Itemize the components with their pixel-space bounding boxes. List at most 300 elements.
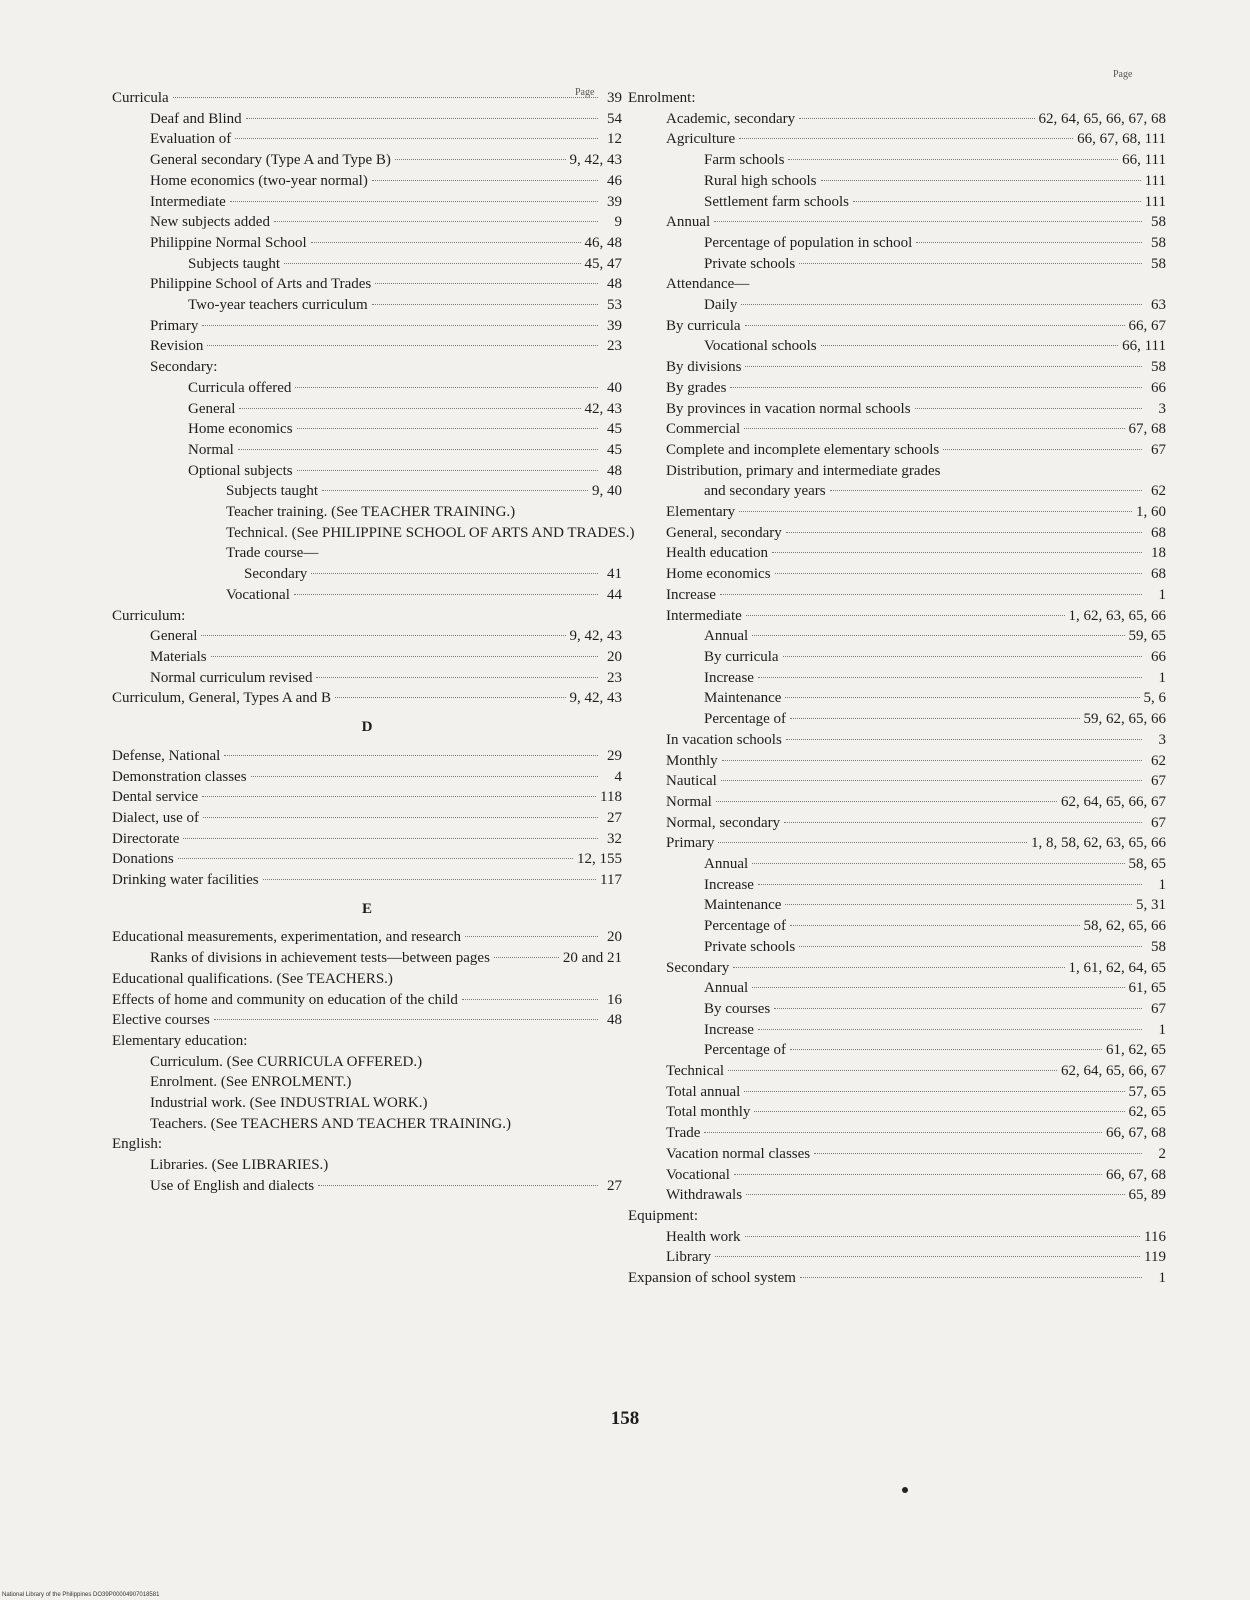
dot-leader	[372, 304, 598, 305]
index-entry-pages: 5, 31	[1136, 897, 1166, 914]
dot-leader	[201, 635, 565, 636]
index-entry-pages: 66, 67, 68, 111	[1077, 131, 1166, 148]
index-entry-pages: 62, 65	[1128, 1104, 1166, 1121]
index-entry	[112, 1134, 622, 1155]
index-entry-pages: 66, 67, 68	[1106, 1166, 1166, 1183]
index-entry-pages: 57, 65	[1128, 1083, 1166, 1100]
dot-leader	[746, 615, 1065, 616]
index-entry	[628, 502, 1166, 523]
index-entry-term: Percentage of	[704, 711, 787, 728]
index-entry	[628, 1040, 1166, 1061]
index-entry	[628, 109, 1166, 130]
index-entry-term: Home economics	[188, 421, 293, 438]
index-entry-term: Enrolment:	[628, 90, 696, 106]
index-entry-pages: 27	[607, 809, 622, 826]
index-entry	[628, 730, 1166, 751]
index-entry-pages: 119	[1144, 1249, 1166, 1266]
index-entry-term: Industrial work. (See INDUSTRIAL WORK.)	[150, 1095, 428, 1112]
index-entry-term: Curricula	[112, 90, 169, 106]
dot-leader	[800, 1277, 1142, 1278]
index-entry-pages: 66, 67, 68	[1106, 1125, 1166, 1142]
index-entry-term: New subjects added	[150, 214, 270, 231]
index-entry-pages: 54	[607, 110, 622, 127]
index-entry	[628, 813, 1166, 834]
index-entry-pages: 111	[1144, 172, 1166, 189]
index-entry-term: By divisions	[666, 359, 742, 376]
dot-leader	[786, 532, 1142, 533]
dot-leader	[785, 904, 1132, 905]
index-entry-pages: 111	[1144, 193, 1166, 210]
index-entry-pages: 48	[607, 462, 622, 479]
index-entry-pages: 62	[1151, 752, 1166, 769]
index-entry-term: Trade course—	[226, 545, 319, 562]
dot-leader	[375, 283, 598, 284]
index-entry	[112, 543, 622, 564]
index-entry-pages: 48	[607, 1012, 622, 1029]
dot-leader	[799, 118, 1034, 119]
index-entry-pages: 65, 89	[1128, 1187, 1166, 1204]
index-entry-term: Dental service	[112, 789, 199, 806]
index-entry	[112, 767, 622, 788]
index-entry-term: Intermediate	[150, 193, 226, 210]
dot-leader	[238, 449, 598, 450]
index-entry-term: Distribution, primary and intermediate grades	[666, 462, 941, 479]
index-entry-term: Agriculture	[666, 131, 736, 148]
index-entry-term: Primary	[150, 317, 199, 334]
index-entry-pages: 2	[1158, 1145, 1166, 1162]
index-entry-pages: 20	[607, 929, 622, 946]
index-entry-term: Normal	[666, 793, 712, 810]
index-entry-pages: 66	[1151, 379, 1166, 396]
index-entry-pages: 61, 62, 65	[1106, 1042, 1166, 1059]
index-entry	[628, 254, 1166, 275]
index-entry-pages: 45	[607, 421, 622, 438]
index-entry-term: Private schools	[704, 255, 796, 272]
index-entry-term: Annual	[704, 628, 749, 645]
index-entry	[112, 849, 622, 870]
dot-leader	[745, 1236, 1140, 1237]
dot-leader	[790, 925, 1079, 926]
index-entry	[112, 481, 622, 502]
dot-leader	[786, 739, 1142, 740]
index-column-right	[628, 88, 1166, 1289]
index-entry-term: Annual	[704, 980, 749, 997]
index-entry	[628, 1061, 1166, 1082]
index-entry-term: Expansion of school system	[628, 1270, 796, 1287]
index-entry	[628, 523, 1166, 544]
index-entry	[112, 688, 622, 709]
index-entry	[628, 606, 1166, 627]
index-entry-term: Nautical	[666, 773, 717, 790]
dot-leader	[316, 677, 598, 678]
dot-leader	[295, 387, 598, 388]
index-entry	[628, 958, 1166, 979]
index-entry	[112, 419, 622, 440]
index-entry-term: Percentage of	[704, 1042, 787, 1059]
index-entry-pages: 27	[607, 1177, 622, 1194]
index-entry-term: Two-year teachers curriculum	[188, 297, 368, 314]
index-entry-pages: 48	[607, 276, 622, 293]
index-entry-term: Increase	[704, 1021, 754, 1038]
index-entry-term: Private schools	[704, 938, 796, 955]
index-entry	[628, 461, 1166, 482]
index-entry	[112, 1031, 622, 1052]
index-entry	[112, 233, 622, 254]
dot-leader	[799, 946, 1142, 947]
index-entry	[112, 668, 622, 689]
index-entry	[628, 316, 1166, 337]
dot-leader	[915, 408, 1142, 409]
index-entry	[628, 419, 1166, 440]
index-entry-term: Normal, secondary	[666, 814, 781, 831]
index-entry-term: Teachers. (See TEACHERS AND TEACHER TRAINING.)	[150, 1115, 511, 1132]
index-entry	[112, 502, 622, 523]
dot-leader	[741, 304, 1142, 305]
index-entry	[112, 746, 622, 767]
index-entry-pages: 1	[1158, 669, 1166, 686]
index-entry	[628, 233, 1166, 254]
dot-leader	[758, 884, 1142, 885]
index-entry	[112, 274, 622, 295]
index-entry-pages: 18	[1151, 545, 1166, 562]
index-entry-pages: 23	[607, 669, 622, 686]
index-entry	[628, 916, 1166, 937]
dot-leader	[821, 345, 1118, 346]
index-entry-pages: 58	[1151, 234, 1166, 251]
index-entry-term: Vocational schools	[704, 338, 817, 355]
index-entry-pages: 53	[607, 297, 622, 314]
index-entry-pages: 45	[607, 441, 622, 458]
index-entry-pages: 1, 61, 62, 64, 65	[1068, 959, 1166, 976]
index-entry-term: Curricula offered	[188, 379, 292, 396]
index-entry-pages: 9, 42, 43	[569, 690, 622, 707]
index-entry	[112, 606, 622, 627]
dot-leader	[297, 470, 598, 471]
dot-leader	[297, 428, 598, 429]
section-letter: D	[361, 719, 373, 736]
index-entry-term: Library	[666, 1249, 711, 1266]
dot-leader	[462, 999, 598, 1000]
index-entry-pages: 40	[607, 379, 622, 396]
scan-footer-note: National Library of the Philippines DO39P00004907018581	[2, 1592, 160, 1598]
index-entry-pages: 20	[607, 648, 622, 665]
index-entry-term: Secondary:	[150, 359, 218, 376]
index-entry-term: Maintenance	[704, 897, 782, 914]
index-entry-pages: 67	[1151, 814, 1166, 831]
index-entry-pages: 1, 8, 58, 62, 63, 65, 66	[1031, 835, 1166, 852]
dot-leader	[322, 490, 588, 491]
section-letter: E	[361, 900, 372, 917]
page-column-header-left: Page	[575, 87, 595, 98]
dot-leader	[916, 242, 1142, 243]
index-entry-term: Deaf and Blind	[150, 110, 242, 127]
index-entry	[628, 1165, 1166, 1186]
index-entry-term: Enrolment. (See ENROLMENT.)	[150, 1074, 352, 1091]
index-entry-pages: 66, 111	[1122, 152, 1166, 169]
index-entry	[628, 150, 1166, 171]
index-entry	[628, 688, 1166, 709]
index-entry-pages: 58	[1151, 359, 1166, 376]
dot-leader	[730, 387, 1142, 388]
index-entry-term: Farm schools	[704, 152, 785, 169]
index-entry	[628, 378, 1166, 399]
index-entry-term: Percentage of	[704, 918, 787, 935]
index-entry-term: Drinking water facilities	[112, 872, 259, 889]
index-entry	[112, 948, 622, 969]
index-entry	[112, 192, 622, 213]
index-entry-pages: 62	[1151, 483, 1166, 500]
index-entry	[112, 1072, 622, 1093]
index-entry-pages: 68	[1151, 566, 1166, 583]
index-entry-pages: 116	[1144, 1228, 1166, 1245]
page-column-header-right: Page	[1113, 69, 1133, 80]
index-entry	[112, 829, 622, 850]
index-entry-term: Withdrawals	[666, 1187, 743, 1204]
dot-leader	[739, 138, 1073, 139]
index-entry-pages: 66, 111	[1122, 338, 1166, 355]
index-entry-term: By curricula	[666, 317, 741, 334]
dot-leader	[251, 776, 598, 777]
index-entry	[112, 357, 622, 378]
index-entry-term: Percentage of population in school	[704, 234, 913, 251]
index-entry	[112, 808, 622, 829]
dot-leader	[395, 159, 566, 160]
index-entry	[628, 1144, 1166, 1165]
index-entry	[628, 129, 1166, 150]
dot-leader	[722, 760, 1142, 761]
index-entry-pages: 4	[614, 768, 622, 785]
index-entry-term: Libraries. (See LIBRARIES.)	[150, 1157, 329, 1174]
index-entry	[628, 1020, 1166, 1041]
index-entry-pages: 62, 64, 65, 66, 67, 68	[1038, 110, 1166, 127]
index-entry-pages: 67, 68	[1128, 421, 1166, 438]
index-entry-term: Trade	[666, 1125, 701, 1142]
index-entry	[628, 585, 1166, 606]
index-entry-pages: 3	[1158, 400, 1166, 417]
index-entry-pages: 9, 42, 43	[569, 628, 622, 645]
index-entry-pages: 32	[607, 830, 622, 847]
index-entry	[112, 461, 622, 482]
index-entry	[112, 990, 622, 1011]
index-entry	[628, 357, 1166, 378]
dot-leader	[814, 1153, 1142, 1154]
index-entry	[628, 481, 1166, 502]
dot-leader	[183, 838, 598, 839]
index-entry	[112, 1052, 622, 1073]
index-entry-term: By curricula	[704, 648, 779, 665]
dot-leader	[721, 780, 1142, 781]
index-entry-pages: 59, 65	[1128, 628, 1166, 645]
index-entry-pages: 44	[607, 586, 622, 603]
index-entry-term: Complete and incomplete elementary schools	[666, 441, 940, 458]
index-entry-term: Home economics	[666, 566, 771, 583]
index-entry-pages: 1	[1158, 1021, 1166, 1038]
index-entry	[628, 1123, 1166, 1144]
index-entry	[112, 927, 622, 948]
index-entry-term: General	[150, 628, 198, 645]
index-entry-term: Health work	[666, 1228, 741, 1245]
index-entry-term: Subjects taught	[188, 255, 281, 272]
dot-leader	[202, 796, 596, 797]
index-entry-pages: 67	[1151, 441, 1166, 458]
dot-leader	[745, 366, 1142, 367]
index-entry-term: Revision	[150, 338, 204, 355]
index-entry-term: Total monthly	[666, 1104, 751, 1121]
dot-leader	[788, 159, 1118, 160]
index-entry-term: Curriculum. (See CURRICULA OFFERED.)	[150, 1053, 423, 1070]
dot-leader	[335, 697, 565, 698]
index-entry	[628, 626, 1166, 647]
index-entry-term: Vocational	[666, 1166, 730, 1183]
index-entry-term: Donations	[112, 851, 174, 868]
index-entry-pages: 9, 42, 43	[569, 152, 622, 169]
index-entry	[628, 1247, 1166, 1268]
index-entry-pages: 62, 64, 65, 66, 67	[1061, 793, 1166, 810]
index-entry	[628, 1082, 1166, 1103]
dot-leader	[294, 594, 598, 595]
index-entry-pages: 5, 6	[1143, 690, 1166, 707]
index-entry-pages: 29	[607, 747, 622, 764]
dot-leader	[720, 594, 1142, 595]
dot-leader	[784, 822, 1142, 823]
index-entry-term: Subjects taught	[226, 483, 319, 500]
index-entry-pages: 9, 40	[592, 483, 622, 500]
dot-leader	[178, 858, 573, 859]
index-entry	[628, 875, 1166, 896]
index-entry-term: Normal	[188, 441, 234, 458]
index-entry	[628, 999, 1166, 1020]
ink-dot	[902, 1487, 908, 1493]
index-entry	[628, 1206, 1166, 1227]
dot-leader	[754, 1111, 1124, 1112]
index-entry-pages: 118	[600, 789, 622, 806]
index-entry	[112, 295, 622, 316]
dot-leader	[821, 180, 1141, 181]
index-entry-pages: 46	[607, 172, 622, 189]
index-entry	[628, 792, 1166, 813]
index-entry-term: Technical	[666, 1063, 725, 1080]
index-entry	[112, 336, 622, 357]
index-entry-term: General	[188, 400, 236, 417]
index-entry-term: Normal curriculum revised	[150, 669, 313, 686]
dot-leader	[943, 449, 1142, 450]
index-entry-pages: 58, 62, 65, 66	[1083, 918, 1166, 935]
index-entry	[628, 647, 1166, 668]
index-entry	[112, 254, 622, 275]
index-entry-term: Curriculum:	[112, 607, 186, 624]
index-entry-pages: 66, 67	[1128, 317, 1166, 334]
index-entry-term: Annual	[704, 856, 749, 873]
index-entry-pages: 39	[607, 193, 622, 210]
index-entry	[628, 543, 1166, 564]
index-entry-pages: 42, 43	[584, 400, 622, 417]
index-entry-term: Optional subjects	[188, 462, 293, 479]
index-entry-term: Increase	[666, 586, 716, 603]
index-entry-pages: 66	[1151, 648, 1166, 665]
index-entry	[112, 564, 622, 585]
index-entry	[628, 1268, 1166, 1289]
dot-leader	[744, 428, 1124, 429]
index-entry-pages: 117	[600, 872, 622, 889]
dot-leader	[772, 552, 1142, 553]
dot-leader	[758, 677, 1142, 678]
dot-leader	[311, 242, 581, 243]
index-entry	[628, 1185, 1166, 1206]
index-entry	[112, 1114, 622, 1135]
index-entry	[112, 109, 622, 130]
index-entry	[628, 274, 1166, 295]
index-entry	[112, 316, 622, 337]
dot-leader	[239, 408, 580, 409]
dot-leader	[173, 97, 598, 98]
dot-leader	[785, 697, 1139, 698]
index-entry	[112, 585, 622, 606]
index-entry-pages: 20 and 21	[562, 950, 622, 967]
index-entry	[628, 1227, 1166, 1248]
index-entry-pages: 58, 65	[1128, 856, 1166, 873]
index-entry	[628, 771, 1166, 792]
dot-leader	[853, 201, 1141, 202]
index-entry-pages: 62, 64, 65, 66, 67	[1061, 1063, 1166, 1080]
index-entry-term: Materials	[150, 648, 207, 665]
index-entry-pages: 3	[1158, 731, 1166, 748]
index-entry-term: Intermediate	[666, 607, 742, 624]
dot-leader	[752, 863, 1124, 864]
index-entry-term: Health education	[666, 545, 769, 562]
index-entry-term: Directorate	[112, 830, 180, 847]
dot-leader	[758, 1029, 1142, 1030]
index-entry	[628, 751, 1166, 772]
index-entry-term: Educational qualifications. (See TEACHERS.)	[112, 970, 393, 987]
dot-leader	[246, 118, 598, 119]
index-entry-term: Effects of home and community on education of the child	[112, 991, 458, 1008]
index-entry-term: Academic, secondary	[666, 110, 796, 127]
index-entry	[628, 564, 1166, 585]
index-entry-pages: 12	[607, 131, 622, 148]
index-entry	[628, 440, 1166, 461]
index-entry	[628, 833, 1166, 854]
index-entry-pages: 59, 62, 65, 66	[1083, 711, 1166, 728]
index-entry-pages: 58	[1151, 255, 1166, 272]
index-entry	[628, 668, 1166, 689]
index-entry	[628, 709, 1166, 730]
index-entry-pages: 1, 60	[1136, 504, 1166, 521]
index-entry	[112, 440, 622, 461]
index-entry-pages: 61, 65	[1128, 980, 1166, 997]
index-entry-term: Secondary	[666, 959, 730, 976]
index-entry	[112, 870, 622, 891]
dot-leader	[744, 1091, 1124, 1092]
index-entry-term: Increase	[704, 669, 754, 686]
index-entry-pages: 63	[1151, 297, 1166, 314]
index-entry-term: Total annual	[666, 1083, 741, 1100]
dot-leader	[714, 221, 1142, 222]
dot-leader	[235, 138, 598, 139]
dot-leader	[224, 755, 598, 756]
index-entry	[628, 212, 1166, 233]
index-entry-term: Daily	[704, 297, 738, 314]
index-entry-pages: 68	[1151, 524, 1166, 541]
index-entry	[628, 295, 1166, 316]
dot-leader	[733, 967, 1064, 968]
dot-leader	[284, 263, 580, 264]
index-entry-pages: 1, 62, 63, 65, 66	[1068, 607, 1166, 624]
index-entry-pages: 67	[1151, 1000, 1166, 1017]
page-number: 158	[610, 1408, 640, 1429]
index-entry-term: Demonstration classes	[112, 768, 247, 785]
index-entry-term: Commercial	[666, 421, 741, 438]
index-entry	[112, 647, 622, 668]
